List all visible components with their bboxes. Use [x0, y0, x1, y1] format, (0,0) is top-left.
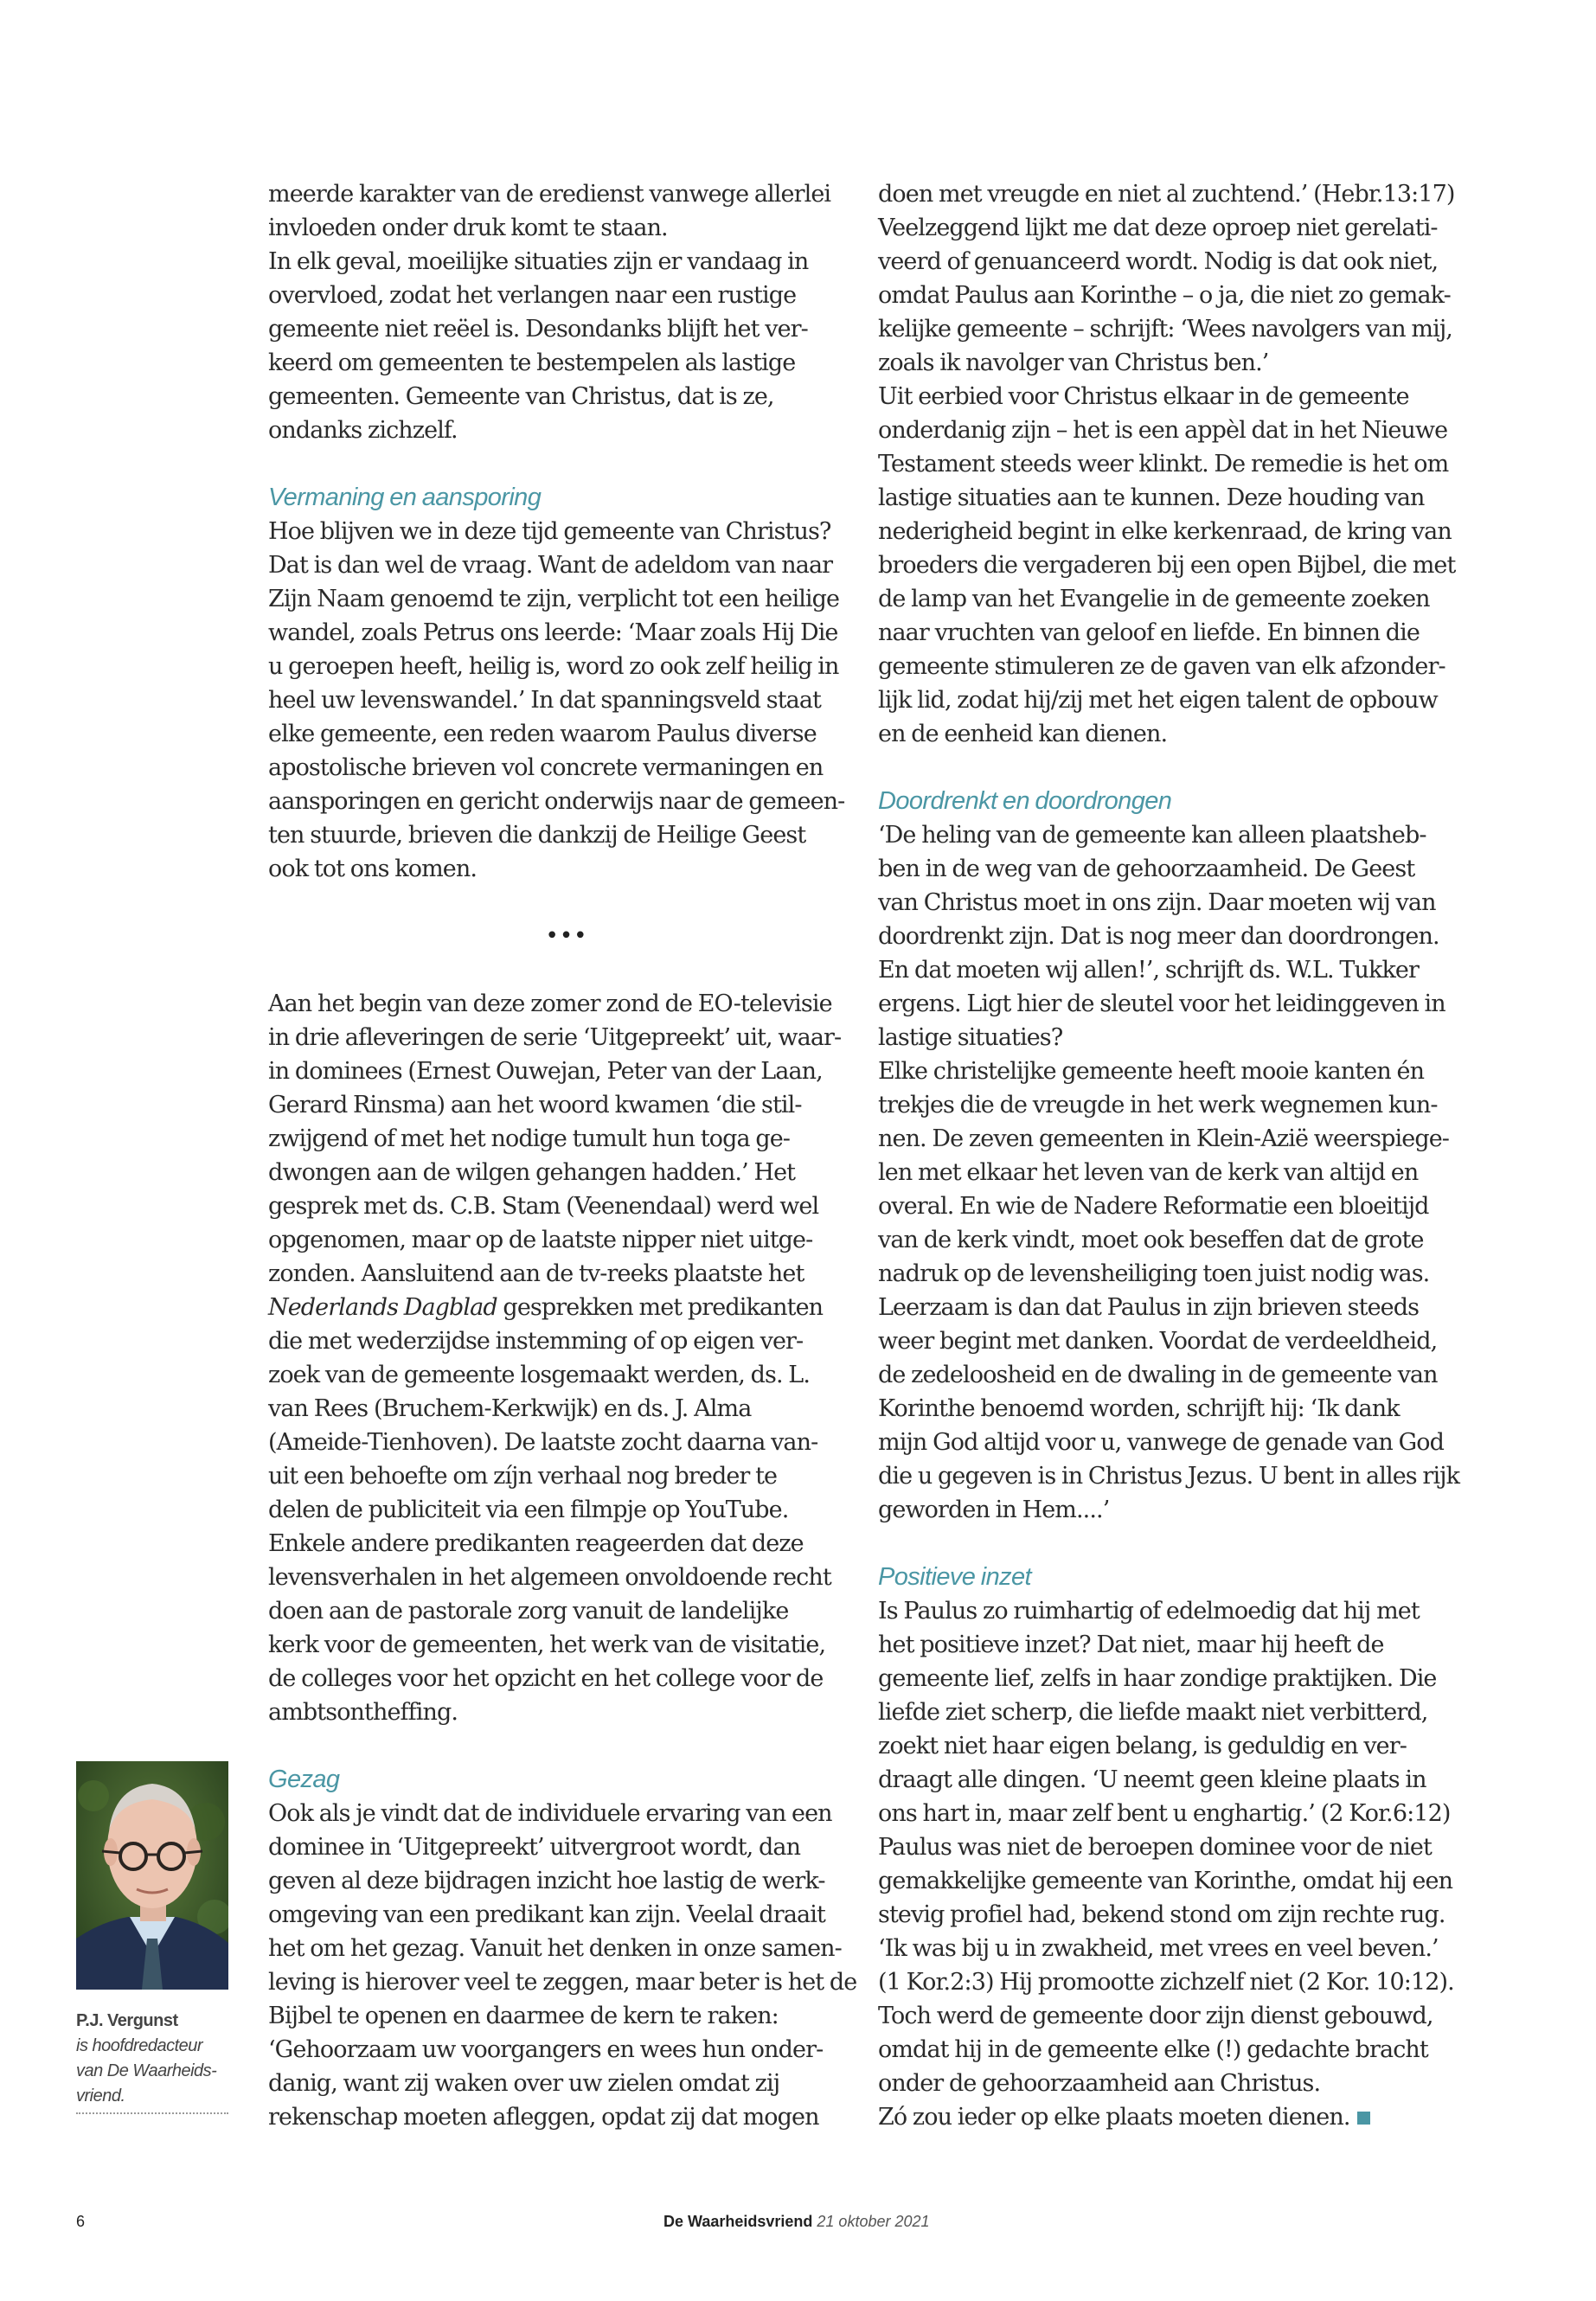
text-line: geworden in Hem....’ — [878, 1497, 1110, 1523]
text-line: danig, want zij waken over uw zielen omdat zij — [268, 2070, 780, 2097]
publication-name: De Waarheidsvriend — [663, 2213, 813, 2230]
text-line: onder de gehoorzaamheid aan Christus. — [878, 2070, 1321, 2097]
text-line: zonden. Aansluitend aan de tv-reeks plaatste het — [268, 1260, 804, 1287]
text-line: aansporingen en gericht onderwijs naar de gemeen- — [268, 788, 845, 815]
text-line: ons hart in, maar zelf bent u enghartig.’ (2 Kor.6:12) — [878, 1800, 1451, 1827]
text-line: Toch werd de gemeente door zijn dienst gebouwd, — [878, 2003, 1433, 2029]
caption-dotted-divider — [76, 2112, 228, 2114]
text-line: delen de publiciteit via een filmpje op YouTube. — [268, 1497, 789, 1523]
text-line: dominee in ‘Uitgepreekt’ uitvergroot wordt, dan — [268, 1834, 801, 1861]
publication-footer — [663, 2213, 930, 2231]
text-line: levensverhalen in het algemeen onvoldoende recht — [268, 1564, 831, 1591]
portrait-illustration-icon — [76, 1761, 228, 1990]
text-line: gemeenten. Gemeente van Christus, dat is ze, — [268, 383, 774, 410]
text-line: nen. De zeven gemeenten in Klein-Azië weerspiege- — [878, 1125, 1450, 1152]
text-line: Elke christelijke gemeente heeft mooie kanten én — [878, 1058, 1425, 1085]
text-line: Bijbel te openen en daarmee de kern te raken: — [268, 2003, 779, 2029]
text-line: die met wederzijdse instemming of op eigen ver- — [268, 1328, 804, 1355]
text-line: gemeente stimuleren ze de gaven van elk afzonder- — [878, 653, 1445, 680]
text-line: uit een behoefte om zíjn verhaal nog breder te — [268, 1463, 778, 1490]
text-line: zoekt niet haar eigen belang, is geduldig en ver- — [878, 1733, 1407, 1759]
section-separator-dots: ••• — [545, 923, 588, 949]
text-line: Nederlands Dagblad gesprekken met predikanten — [268, 1294, 824, 1321]
text-line: Paulus was niet de beroepen dominee voor de niet — [878, 1834, 1432, 1861]
section-body-gezag — [268, 1797, 865, 2134]
text-line: apostolische brieven vol concrete vermaningen en — [268, 754, 824, 781]
text-line: Ook als je vindt dat de individuele ervaring van een — [268, 1800, 832, 1827]
text-line: (Ameide-Tienhoven). De laatste zocht daarna van- — [268, 1429, 818, 1456]
text-line: nederigheid begint in elke kerkenraad, de kring van — [878, 518, 1452, 545]
text-line: Leerzaam is dan dat Paulus in zijn brieven steeds — [878, 1294, 1420, 1321]
text-line: ‘Ik was bij u in zwakheid, met vrees en veel beven.’ — [878, 1935, 1439, 1962]
text-line: van Rees (Bruchem-Kerkwijk) en ds. J. Alma — [268, 1395, 752, 1422]
intro-paragraph — [268, 177, 865, 447]
text-line: opgenomen, maar op de laatste nipper niet uitge- — [268, 1227, 813, 1253]
text-line: ben in de weg van de gehoorzaamheid. De Geest — [878, 856, 1415, 882]
text-line: gemakkelijke gemeente van Korinthe, omdat hij een — [878, 1868, 1453, 1894]
text-line: trekjes die de vreugde in het werk wegnemen kun- — [878, 1092, 1438, 1118]
section-heading-positieve-inzet: Positieve inzet — [878, 1563, 1031, 1591]
closing-line: Zó zou ieder op elke plaats moeten dienen. — [878, 2100, 1475, 2134]
text-line: kelijke gemeente – schrijft: ‘Wees navolgers van mij, — [878, 316, 1452, 343]
text-line: die u gegeven is in Christus Jezus. U bent in alles rijk — [878, 1463, 1460, 1490]
author-role-line: vriend. — [76, 2086, 125, 2106]
italic-publication-title: Nederlands Dagblad — [268, 1294, 497, 1321]
right-column — [878, 177, 1475, 2134]
text-line: Uit eerbied voor Christus elkaar in de gemeente — [878, 383, 1409, 410]
section-body-positieve-inzet — [878, 1594, 1475, 2100]
author-role-line: is hoofdredacteur — [76, 2036, 203, 2055]
text-line: in dominees (Ernest Ouwejan, Peter van der Laan, — [268, 1058, 823, 1085]
text-line: invloeden onder druk komt te staan. — [268, 215, 668, 241]
text-line: lastige situaties aan te kunnen. Deze houding van — [878, 484, 1425, 511]
text-line: Hoe blijven we in deze tijd gemeente van Christus? — [268, 518, 831, 545]
text-line: Zijn Naam genoemd te zijn, verplicht tot een heilige — [268, 586, 840, 612]
text-line: Is Paulus zo ruimhartig of edelmoedig dat hij met — [878, 1598, 1420, 1625]
end-of-article-square-icon — [1357, 2112, 1370, 2125]
text-line: Veelzeggend lijkt me dat deze oproep niet gerelati- — [878, 215, 1438, 241]
text-line: mijn God altijd voor u, vanwege de genade van God — [878, 1429, 1444, 1456]
text-line: doordrenkt zijn. Dat is nog meer dan doordrongen. — [878, 923, 1439, 950]
text-line: omdat Paulus aan Korinthe – o ja, die niet zo gemak- — [878, 282, 1451, 309]
text-line: keerd om gemeenten te bestempelen als lastige — [268, 349, 796, 376]
text-line: Enkele andere predikanten reageerden dat deze — [268, 1530, 804, 1557]
text-line: lastige situaties? — [878, 1024, 1063, 1051]
text-line: omdat hij in de gemeente elke (!) gedachte bracht — [878, 2036, 1428, 2063]
text-line: lijk lid, zodat hij/zij met het eigen talent de opbouw — [878, 687, 1438, 714]
text-line: len met elkaar het leven van de kerk van altijd en — [878, 1159, 1419, 1186]
text-line: doen aan de pastorale zorg vanuit de landelijke — [268, 1598, 789, 1625]
section-body-uitgepreekt — [268, 987, 865, 1729]
text-line: Korinthe benoemd worden, schrijft hij: ‘Ik dank — [878, 1395, 1400, 1422]
text-line: kerk voor de gemeenten, het werk van de visitatie, — [268, 1631, 826, 1658]
text-line: Testament steeds weer klinkt. De remedie is het om — [878, 451, 1449, 478]
text-line: de lamp van het Evangelie in de gemeente zoeken — [878, 586, 1430, 612]
text-line: ondanks zichzelf. — [268, 417, 458, 444]
text-line: (1 Kor.2:3) Hij promootte zichzelf niet (2 Kor. 10:12). — [878, 1969, 1454, 1996]
page-number: 6 — [76, 2213, 86, 2230]
text-line: de colleges voor het opzicht en het college voor de — [268, 1665, 824, 1692]
author-photo — [76, 1761, 228, 1990]
text-line: wandel, zoals Petrus ons leerde: ‘Maar zoals Hij Die — [268, 619, 838, 646]
text-line: gemeente lief, zelfs in haar zondige praktijken. Die — [878, 1665, 1437, 1692]
text-line: Aan het begin van deze zomer zond de EO-televisie — [268, 990, 832, 1017]
text-line: rekenschap moeten afleggen, opdat zij dat mogen — [268, 2104, 819, 2131]
text-line: het positieve inzet? Dat niet, maar hij heeft de — [878, 1631, 1384, 1658]
author-role-line: van De Waarheids- — [76, 2061, 217, 2080]
text-line: onderdanig zijn – het is een appèl dat in het Nieuwe — [878, 417, 1448, 444]
text-line: van de kerk vindt, moet ook beseffen dat de grote — [878, 1227, 1424, 1253]
text-line: ‘De heling van de gemeente kan alleen plaatsheb- — [878, 822, 1426, 849]
section-body-doordrenkt — [878, 818, 1475, 1527]
text-line: geven al deze bijdragen inzicht hoe lastig de werk- — [268, 1868, 825, 1894]
text-line: gemeente niet reëel is. Desondanks blijft het ver- — [268, 316, 808, 343]
text-line: doen met vreugde en niet al zuchtend.’ (Hebr.13:17) — [878, 181, 1455, 208]
text-line: u geroepen heeft, heilig is, word zo ook zelf heilig in — [268, 653, 839, 680]
text-line: naar vruchten van geloof en liefde. En binnen die — [878, 619, 1420, 646]
text-line: Dat is dan wel de vraag. Want de adeldom van naar — [268, 552, 833, 579]
text-line: leving is hierover veel te zeggen, maar beter is het de — [268, 1969, 857, 1996]
publication-date: 21 oktober 2021 — [817, 2213, 930, 2230]
text-line: liefde ziet scherp, die liefde maakt niet verbitterd, — [878, 1699, 1428, 1726]
text-line: nadruk op de levensheiliging toen juist nodig was. — [878, 1260, 1430, 1287]
text-line: Gerard Rinsma) aan het woord kwamen ‘die stil- — [268, 1092, 802, 1118]
text-line: ergens. Ligt hier de sleutel voor het leidinggeven in — [878, 990, 1445, 1017]
text-line: En dat moeten wij allen!’, schrijft ds. W.L. Tukker — [878, 957, 1419, 984]
text-line: de zedeloosheid en de dwaling in de gemeente van — [878, 1362, 1438, 1388]
text-line: ambtsontheffing. — [268, 1699, 458, 1726]
author-name: P.J. Vergunst — [76, 2011, 178, 2030]
section-heading-vermaning: Vermaning en aansporing — [268, 484, 542, 511]
text-line: veerd of genuanceerd wordt. Nodig is dat ook niet, — [878, 248, 1439, 275]
text-line: zoek van de gemeente losgemaakt werden, ds. L. — [268, 1362, 811, 1388]
text-line: gesprek met ds. C.B. Stam (Veenendaal) werd wel — [268, 1193, 819, 1220]
text-line: in drie afleveringen de serie ‘Uitgepreekt’ uit, waar- — [268, 1024, 842, 1051]
text-line: stevig profiel had, bekend stond om zijn rechte rug. — [878, 1901, 1445, 1928]
text-line: broeders die vergaderen bij een open Bijbel, die met — [878, 552, 1456, 579]
text-line: elke gemeente, een reden waarom Paulus diverse — [268, 721, 817, 747]
section-heading-gezag: Gezag — [268, 1766, 340, 1793]
section-heading-doordrenkt: Doordrenkt en doordrongen — [878, 787, 1172, 815]
text-line: van Christus moet in ons zijn. Daar moeten wij van — [878, 889, 1436, 916]
text-line: overvloed, zodat het verlangen naar een rustige — [268, 282, 797, 309]
text-line: omgeving van een predikant kan zijn. Veelal draait — [268, 1901, 825, 1928]
text-line: ten stuurde, brieven die dankzij de Heilige Geest — [268, 822, 806, 849]
author-caption — [76, 2009, 228, 2114]
intro-paragraph — [878, 177, 1475, 751]
text-line: zoals ik navolger van Christus ben.’ — [878, 349, 1269, 376]
section-body-vermaning — [268, 515, 865, 886]
text-line: draagt alle dingen. ‘U neemt geen kleine plaats in — [878, 1766, 1426, 1793]
text-line: heel uw levenswandel.’ In dat spanningsveld staat — [268, 687, 821, 714]
text-line: ook tot ons komen. — [268, 856, 478, 882]
text-line: meerde karakter van de eredienst vanwege allerlei — [268, 181, 831, 208]
text-line: het om het gezag. Vanuit het denken in onze samen- — [268, 1935, 842, 1962]
text-line: ‘Gehoorzaam uw voorgangers en wees hun onder- — [268, 2036, 824, 2063]
text-line: overal. En wie de Nadere Reformatie een bloeitijd — [878, 1193, 1429, 1220]
left-column — [268, 177, 865, 2134]
text-line: en de eenheid kan dienen. — [878, 721, 1168, 747]
text-line: weer begint met danken. Voordat de verdeeldheid, — [878, 1328, 1438, 1355]
text-line: In elk geval, moeilijke situaties zijn er vandaag in — [268, 248, 809, 275]
text-line: dwongen aan de wilgen gehangen hadden.’ Het — [268, 1159, 796, 1186]
text-line: zwijgend of met het nodige tumult hun toga ge- — [268, 1125, 791, 1152]
